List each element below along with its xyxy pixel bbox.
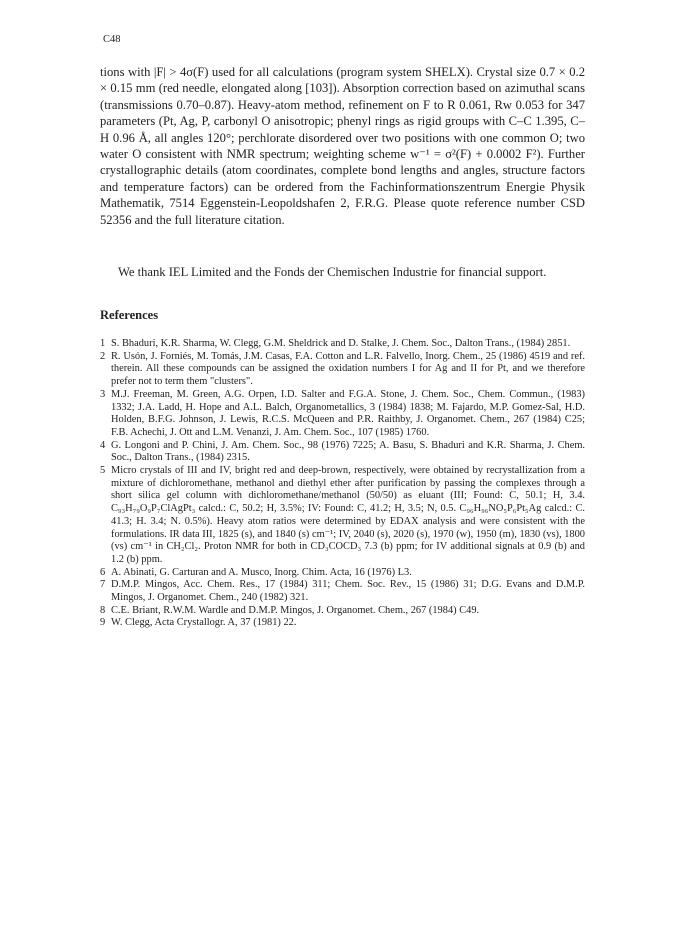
reference-item [100, 338, 585, 351]
reference-item [100, 567, 585, 580]
reference-text: R. Usón, J. Forniés, M. Tomás, J.M. Casas, F.A. Cotton and L.R. Falvello, Inorg. Chem., 25 (1986) 4519 and ref. therein. All these compounds can be assigned the oxidation numbers I for Ag and II for Pt, and we therefore prefer not to term them "clusters". [111, 350, 585, 388]
reference-text: Micro crystals of III and IV, bright red and deep-brown, respectively, were obtained by recrystallization from a mixture of dichloromethane, methanol and diethyl ether after purification by passing the complexes through a short silica gel column with dichloromethane/methanol (50/50) as eluant (III; Found: C, 50.1; H, 3.4. C₉₃H₇₉O₉P₇ClAgPt₃ calcd.: C, 50.2; H, 3.5%; IV: Found: C, 41.2; H, 3.5; N, 0.5. C₉₆H₉₆NO₅P₆Pt₅Ag calcd.: C. 41.3; H. 3.4; N. 0.5%). Heavy atom ratios were determined by EDAX analysis and were consistent with the formulations. IR data III, 1825 (s), and 1840 (s) cm⁻¹; IV, 2040 (s), 2020 (s), 1970 (w), 1950 (m), 1830 (vs), 1800 (vs) cm⁻¹ in CH₂Cl₂. Proton NMR for both in CD₃COCD₃ 7.3 (b) ppm; for IV additional signals at 0.9 (b) and 1.2 (b) ppm. [111, 465, 585, 565]
reference-number: 8 [100, 604, 106, 616]
reference-item [100, 617, 585, 630]
reference-number: 6 [100, 566, 106, 578]
reference-number: 1 [100, 338, 106, 349]
references-heading: References [100, 308, 159, 322]
reference-text: D.M.P. Mingos, Acc. Chem. Res., 17 (1984) 311; Chem. Soc. Rev., 15 (1986) 31; D.G. Evans and D.M.P. Mingos, J. Organomet. Chem., 240 (1982) 321. [111, 579, 585, 604]
acknowledgement-paragraph: We thank IEL Limited and the Fonds der Chemischen Industrie for financial support. [118, 265, 547, 279]
reference-item [100, 465, 585, 567]
reference-text: M.J. Freeman, M. Green, A.G. Orpen, I.D. Salter and F.G.A. Stone, J. Chem. Soc., Chem. Commun., (1983) 1332; J.A. Ladd, H. Hope and A.L. Balch, Organometallics, 3 (1984) 1838; M. Fajardo, M.P. Gomez-Sal, H.D. Holden, B.F.G. Johnson, J. Lewis, R.C.S. McQueen and P.R. Raithby, J. Organomet. Chem., 267 (1984) C25; F.B. Achechi, J. Ott and L.M. Venanzi, J. Am. Chem. Soc., 107 (1985) 1760. [111, 388, 585, 438]
reference-item [100, 605, 585, 618]
page-number: C48 [103, 34, 121, 45]
reference-number: 3 [100, 388, 106, 400]
reference-text: S. Bhaduri, K.R. Sharma, W. Clegg, G.M. Sheldrick and D. Stalke, J. Chem. Soc., Dalton Trans., (1984) 2851. [111, 338, 571, 349]
reference-number: 7 [100, 579, 106, 591]
reference-text: C.E. Briant, R.W.M. Wardle and D.M.P. Mingos, J. Organomet. Chem., 267 (1984) C49. [111, 604, 480, 616]
reference-number: 9 [100, 617, 106, 629]
reference-item [100, 579, 585, 604]
reference-item [100, 351, 585, 389]
references-list [100, 338, 585, 630]
reference-number: 4 [100, 439, 106, 451]
reference-text: G. Longoni and P. Chini, J. Am. Chem. Soc., 98 (1976) 7225; A. Basu, S. Bhaduri and K.R. Sharma, J. Chem. Soc., Dalton Trans., (1984) 2315. [111, 439, 585, 464]
reference-item [100, 389, 585, 440]
reference-text: W. Clegg, Acta Crystallogr. A, 37 (1981) 22. [111, 617, 297, 629]
reference-number: 5 [100, 465, 106, 477]
reference-number: 2 [100, 350, 106, 362]
experimental-paragraph: tions with |F| > 4σ(F) used for all calculations (program system SHELX). Crystal size 0.7 × 0.2 × 0.15 mm (red needle, elongated along [103]). Absorption correction based on azimuthal scans (transmissions 0.70–0.87). Heavy-atom method, refinement on F to R 0.061, Rw 0.053 for 347 parameters (Pt, Ag, P, carbonyl O anisotropic; phenyl rings as rigid groups with C–C 1.395, C–H 0.96 Å, all angles 120°; perchlorate disordered over two positions with one common O; two water O consistent with NMR spectrum; weighting scheme w⁻¹ = σ²(F) + 0.0002 F²). Further crystallographic details (atom coordinates, complete bond lengths and angles, structure factors and temperature factors) can be ordered from the Fachinformationszentrum Energie Physik Mathematik, 7514 Eggenstein-Leopoldshafen 2, F.R.G. Please quote reference number CSD 52356 and the full literature citation. [100, 65, 585, 227]
reference-text: A. Abinati, G. Carturan and A. Musco, Inorg. Chim. Acta, 16 (1976) L3. [111, 566, 412, 578]
reference-item [100, 440, 585, 465]
